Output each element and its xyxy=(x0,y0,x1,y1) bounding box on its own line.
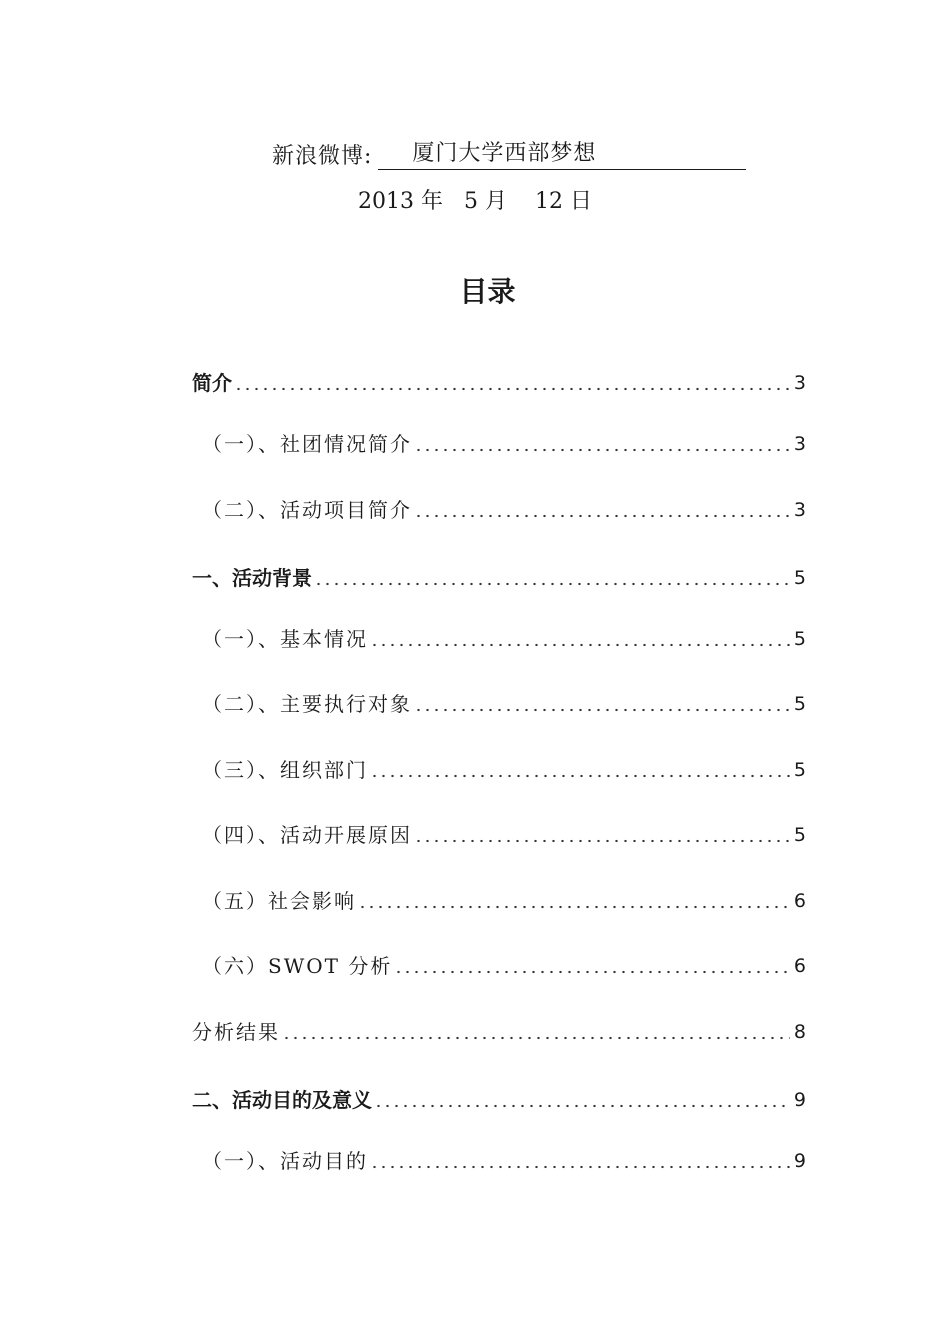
toc-leader-dots xyxy=(282,1036,790,1040)
toc-entry-page: 9 xyxy=(793,1089,806,1111)
toc-leader-dots xyxy=(370,643,790,647)
toc-leader-dots xyxy=(414,448,790,452)
toc-entry-reasons[interactable] xyxy=(192,815,806,849)
toc-entry-page: 3 xyxy=(793,433,806,455)
toc-entry-page: 5 xyxy=(793,567,806,589)
toc-entry-purpose[interactable] xyxy=(192,1141,806,1175)
toc-entry-analysis-results[interactable] xyxy=(192,1012,806,1046)
toc-entry-label: （四）、活动开展原因 xyxy=(202,823,412,847)
toc-entry-social-impact[interactable] xyxy=(192,881,806,915)
toc-entry-organizers[interactable] xyxy=(192,750,806,784)
toc-entry-label: 一、活动背景 xyxy=(192,566,312,590)
toc-entry-project-overview[interactable] xyxy=(192,490,806,524)
toc-entry-club-overview[interactable] xyxy=(192,424,806,458)
toc-entry-label: （六）SWOT 分析 xyxy=(202,954,393,978)
toc-leader-dots xyxy=(358,905,790,909)
toc-entry-label: 二、活动目的及意义 xyxy=(192,1088,372,1112)
toc-leader-dots xyxy=(370,1165,790,1169)
toc-entry-page: 5 xyxy=(793,628,806,650)
toc-entry-basic-situation[interactable] xyxy=(192,619,806,653)
toc-entry-page: 3 xyxy=(793,499,806,521)
toc-entry-label: （五）社会影响 xyxy=(202,889,356,913)
toc-entry-intro[interactable] xyxy=(192,363,806,397)
toc-entry-page: 5 xyxy=(793,824,806,846)
toc-leader-dots xyxy=(394,970,790,974)
toc-leader-dots xyxy=(370,774,790,778)
toc-entry-page: 8 xyxy=(793,1021,806,1043)
toc-entry-label: （一）、活动目的 xyxy=(202,1149,368,1173)
weibo-label: 新浪微博: xyxy=(272,144,373,169)
toc-leader-dots xyxy=(414,708,790,712)
toc-entry-page: 6 xyxy=(793,890,806,912)
toc-title: 目录 xyxy=(459,275,516,308)
toc-leader-dots xyxy=(414,514,790,518)
toc-entry-label: （二）、活动项目简介 xyxy=(202,498,412,522)
toc-entry-page: 3 xyxy=(793,372,806,394)
toc-entry-label: （三）、组织部门 xyxy=(202,758,368,782)
toc-entry-swot[interactable] xyxy=(192,946,806,980)
date-line: 2013 年 5 月 12 日 xyxy=(358,189,592,214)
toc-leader-dots xyxy=(374,1104,790,1108)
toc-entry-label: （一）、社团情况简介 xyxy=(202,432,412,456)
toc-entry-main-targets[interactable] xyxy=(192,684,806,718)
toc-entry-label: 分析结果 xyxy=(192,1020,280,1044)
toc-entry-page: 9 xyxy=(793,1150,806,1172)
toc-entry-label: （一）、基本情况 xyxy=(202,627,368,651)
toc-entry-page: 5 xyxy=(793,759,806,781)
weibo-value: 厦门大学西部梦想 xyxy=(378,139,746,170)
toc-entry-page: 5 xyxy=(793,693,806,715)
toc-entry-label: 简介 xyxy=(192,371,232,395)
weibo-line xyxy=(272,134,746,170)
toc-entry-label: （二）、主要执行对象 xyxy=(202,692,412,716)
toc-entry-purpose-significance[interactable] xyxy=(192,1080,806,1114)
toc-leader-dots xyxy=(314,582,790,586)
toc-entry-background[interactable] xyxy=(192,558,806,592)
toc-leader-dots xyxy=(414,839,790,843)
toc-entry-page: 6 xyxy=(793,955,806,977)
toc-leader-dots xyxy=(234,387,790,391)
